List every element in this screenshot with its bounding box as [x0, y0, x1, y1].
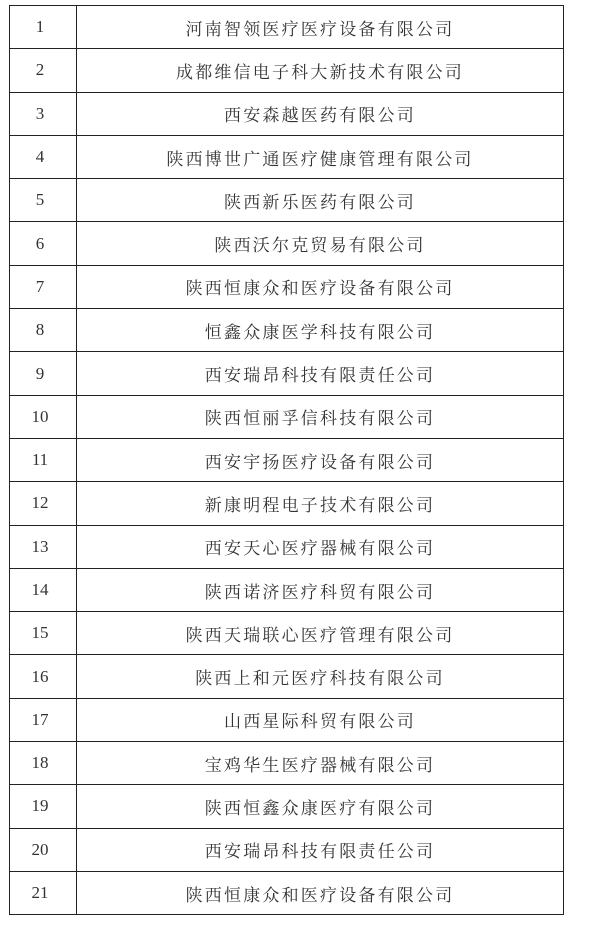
row-number-cell: 5 — [10, 179, 77, 222]
row-number-cell: 14 — [10, 568, 77, 611]
table-row — [10, 655, 564, 698]
table-row — [10, 179, 564, 222]
table-body — [10, 6, 564, 915]
table-row — [10, 49, 564, 92]
row-number-cell: 7 — [10, 265, 77, 308]
row-number-cell: 19 — [10, 785, 77, 828]
row-number-cell: 17 — [10, 698, 77, 741]
company-name-cell: 陕西恒鑫众康医疗有限公司 — [77, 785, 564, 828]
company-name-cell: 西安天心医疗器械有限公司 — [77, 525, 564, 568]
company-name-cell: 陕西上和元医疗科技有限公司 — [77, 655, 564, 698]
row-number-cell: 2 — [10, 49, 77, 92]
row-number-cell: 9 — [10, 352, 77, 395]
company-name-cell: 山西星际科贸有限公司 — [77, 698, 564, 741]
row-number-cell: 11 — [10, 438, 77, 481]
table-row — [10, 6, 564, 49]
table-row — [10, 612, 564, 655]
row-number-cell: 1 — [10, 6, 77, 49]
company-name-cell: 西安瑞昂科技有限责任公司 — [77, 828, 564, 871]
row-number-cell: 4 — [10, 135, 77, 178]
company-name-cell: 陕西天瑞联心医疗管理有限公司 — [77, 612, 564, 655]
table-row — [10, 785, 564, 828]
company-name-cell: 西安瑞昂科技有限责任公司 — [77, 352, 564, 395]
row-number-cell: 10 — [10, 395, 77, 438]
company-name-cell: 西安森越医药有限公司 — [77, 92, 564, 135]
table-row — [10, 698, 564, 741]
company-name-cell: 陕西恒康众和医疗设备有限公司 — [77, 871, 564, 914]
row-number-cell: 16 — [10, 655, 77, 698]
company-name-cell: 河南智领医疗医疗设备有限公司 — [77, 6, 564, 49]
company-name-cell: 恒鑫众康医学科技有限公司 — [77, 309, 564, 352]
company-list-table — [9, 5, 564, 915]
company-name-cell: 陕西新乐医药有限公司 — [77, 179, 564, 222]
table-row — [10, 265, 564, 308]
company-name-cell: 西安宇扬医疗设备有限公司 — [77, 438, 564, 481]
row-number-cell: 21 — [10, 871, 77, 914]
table-row — [10, 742, 564, 785]
table-row — [10, 309, 564, 352]
table-row — [10, 828, 564, 871]
table-row — [10, 482, 564, 525]
company-name-cell: 陕西诺济医疗科贸有限公司 — [77, 568, 564, 611]
row-number-cell: 13 — [10, 525, 77, 568]
company-name-cell: 陕西恒康众和医疗设备有限公司 — [77, 265, 564, 308]
row-number-cell: 15 — [10, 612, 77, 655]
table-row — [10, 92, 564, 135]
row-number-cell: 3 — [10, 92, 77, 135]
company-name-cell: 陕西恒丽孚信科技有限公司 — [77, 395, 564, 438]
company-name-cell: 宝鸡华生医疗器械有限公司 — [77, 742, 564, 785]
row-number-cell: 18 — [10, 742, 77, 785]
company-name-cell: 陕西博世广通医疗健康管理有限公司 — [77, 135, 564, 178]
table-row — [10, 352, 564, 395]
table-row — [10, 871, 564, 914]
row-number-cell: 6 — [10, 222, 77, 265]
table-row — [10, 438, 564, 481]
table-row — [10, 568, 564, 611]
table-row — [10, 135, 564, 178]
row-number-cell: 8 — [10, 309, 77, 352]
table-row — [10, 222, 564, 265]
table-row — [10, 525, 564, 568]
row-number-cell: 20 — [10, 828, 77, 871]
company-name-cell: 成都维信电子科大新技术有限公司 — [77, 49, 564, 92]
company-name-cell: 新康明程电子技术有限公司 — [77, 482, 564, 525]
row-number-cell: 12 — [10, 482, 77, 525]
company-name-cell: 陕西沃尔克贸易有限公司 — [77, 222, 564, 265]
table-row — [10, 395, 564, 438]
